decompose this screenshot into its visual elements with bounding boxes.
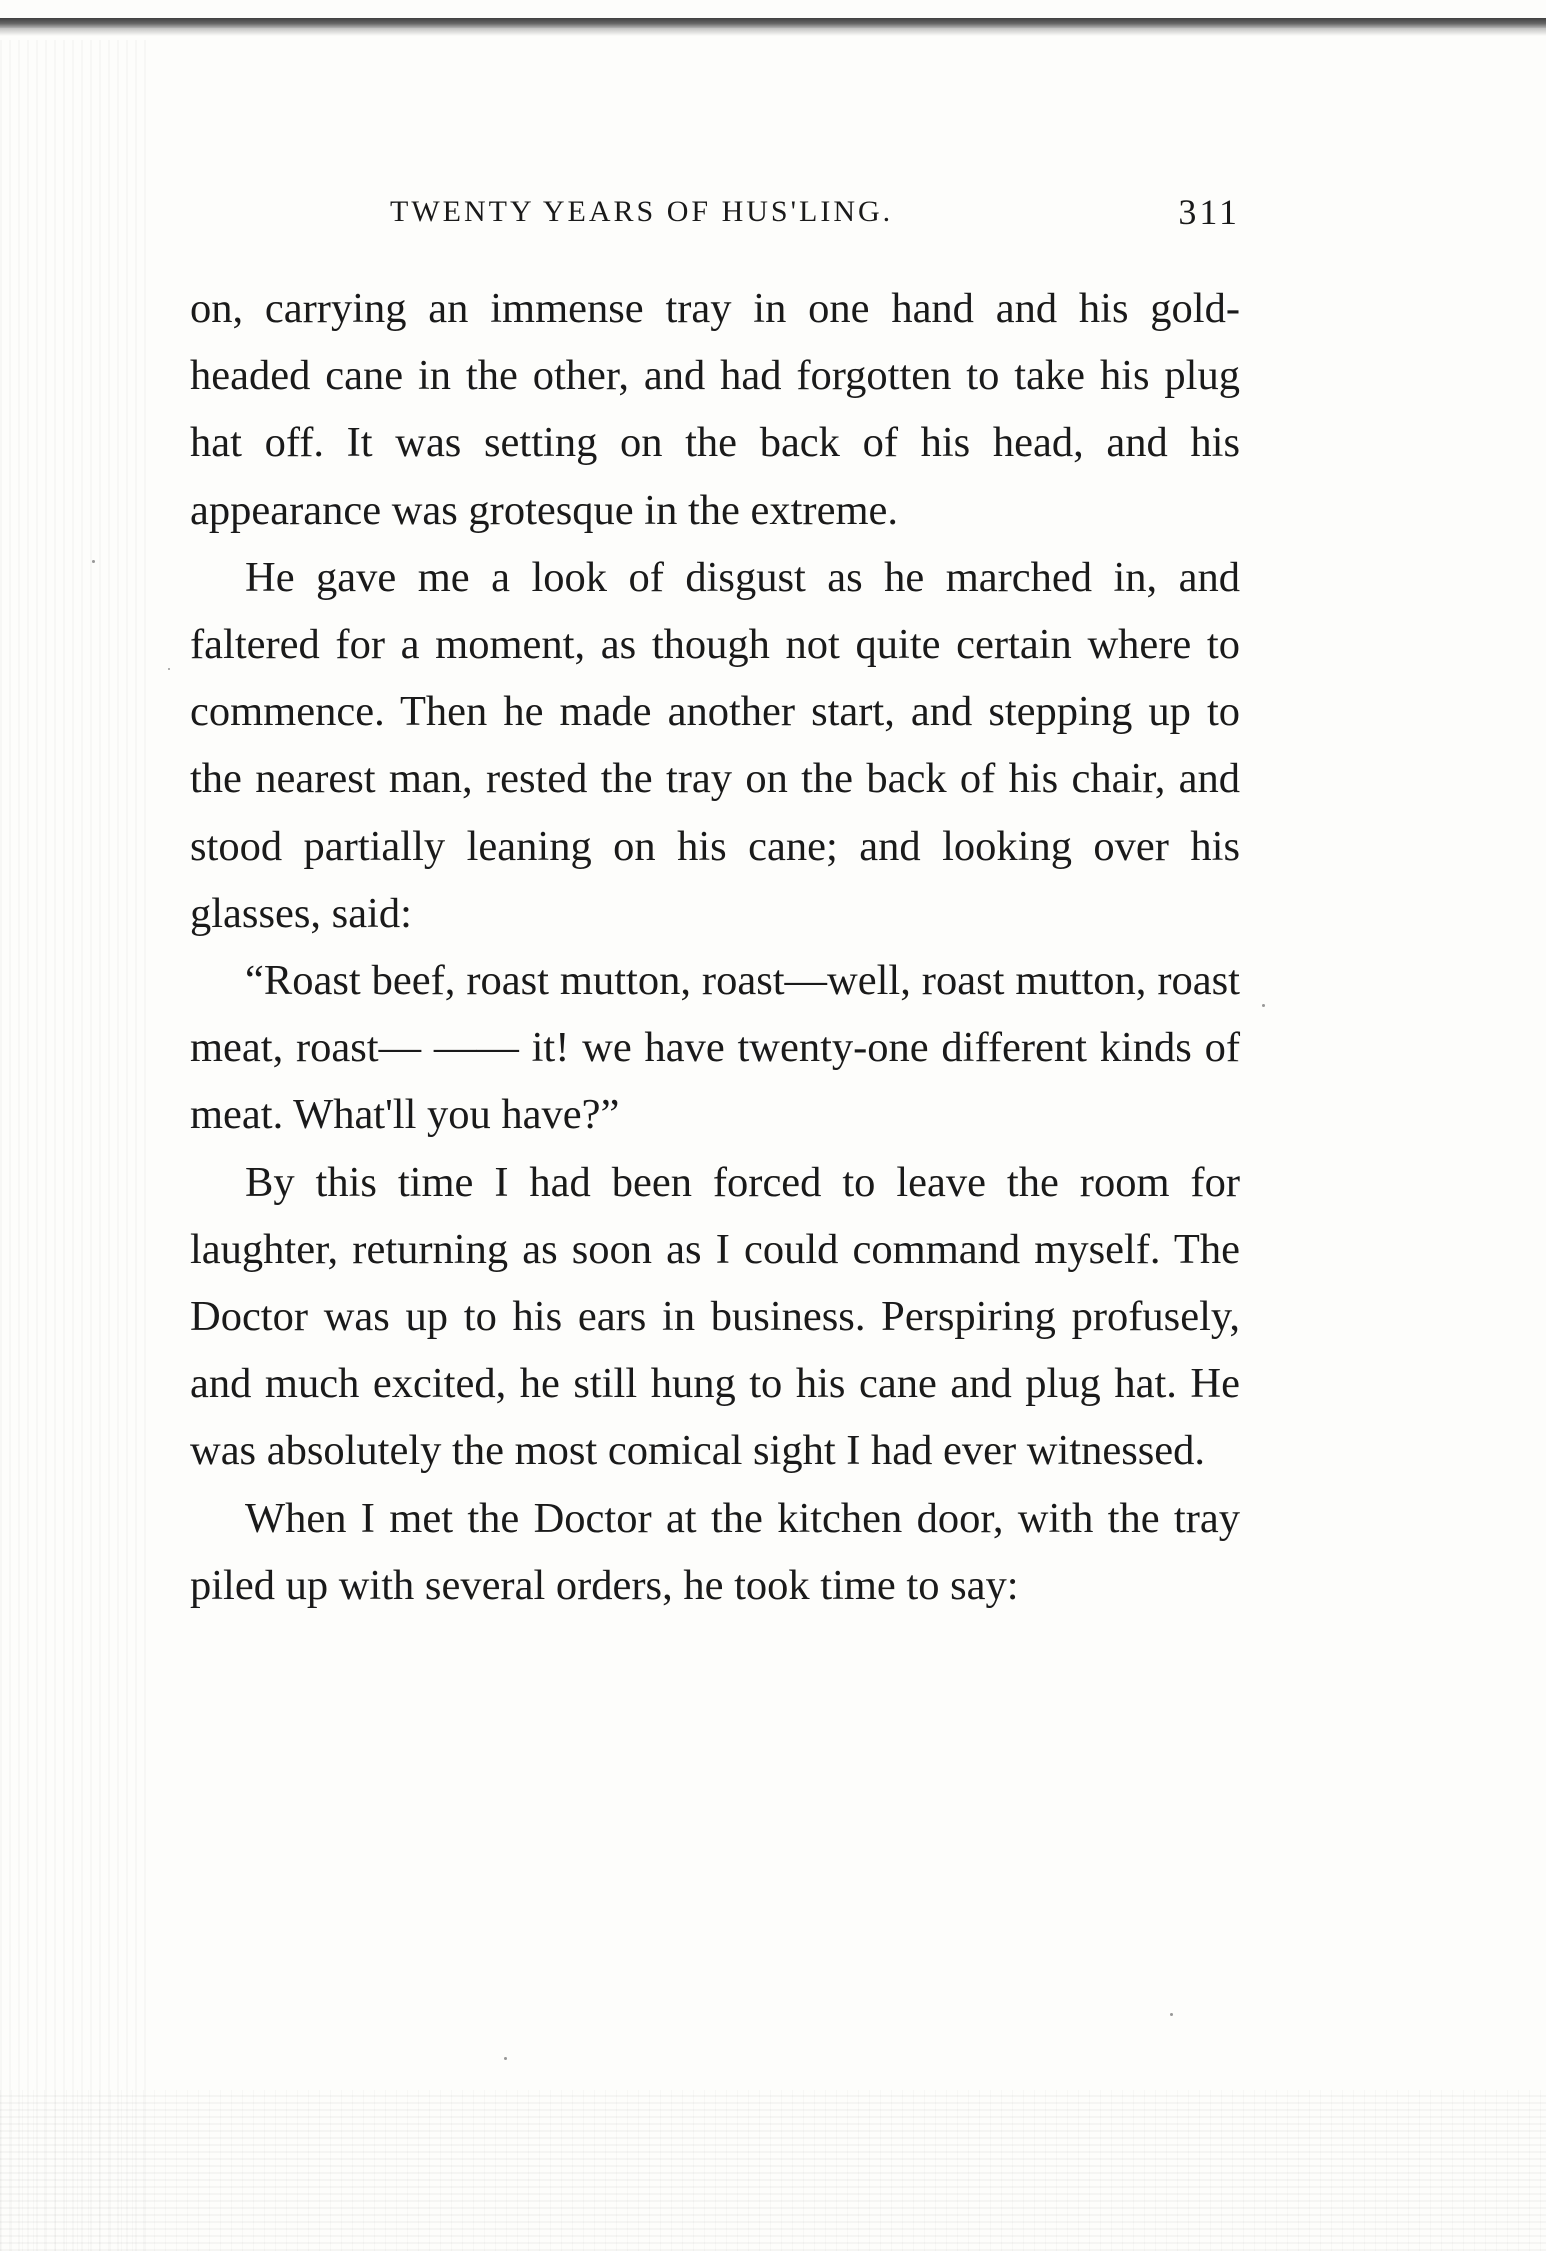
scan-bottom-noise	[0, 2090, 1546, 2251]
scan-margin-noise	[0, 40, 150, 2251]
paragraph: He gave me a look of disgust as he marched in, and faltered for a moment, as though not quite certain where to commence. Then he made another start, and stepping up to the nearest man, rested the tray on the back of his chair, and stood partially leaning on his cane; and looking over his glasses, said:	[190, 553, 1240, 937]
scan-top-edge	[0, 18, 1546, 28]
page-header	[190, 186, 1240, 238]
paragraph: By this time I had been forced to leave the room for laughter, returning as soon as I could command myself. The Doctor was up to his ears in business. Perspiring profusely, and much excited, he still hung to his cane and plug hat. He was absolutely the most comical sight I had ever witnessed.	[190, 1158, 1240, 1475]
scan-speck	[1170, 2013, 1173, 2016]
scan-speck	[168, 668, 170, 670]
page-number: 311	[1178, 192, 1240, 232]
scan-top-edge-shadow	[0, 28, 1546, 36]
paragraph-continued: on, carrying an immense tray in one hand and his gold-headed cane in the other, and had forgotten to take his plug hat off. It was setting on the back of his head, and his appearance was grotesque in the extreme.	[190, 285, 1240, 534]
scan-speck	[92, 560, 95, 563]
scan-speck	[504, 2057, 507, 2060]
scan-speck	[1262, 1004, 1265, 1007]
paragraph: When I met the Doctor at the kitchen door, with the tray piled up with several orders, he took time to say:	[190, 1494, 1240, 1609]
paragraph-dialogue: “Roast beef, roast mutton, roast—well, roast mutton, roast meat, roast— —— it! we have twenty-one different kinds of meat. What'll you have?”	[190, 957, 1240, 1139]
running-title: TWENTY YEARS OF HUS'LING.	[390, 195, 894, 228]
body-text	[190, 275, 1240, 1619]
